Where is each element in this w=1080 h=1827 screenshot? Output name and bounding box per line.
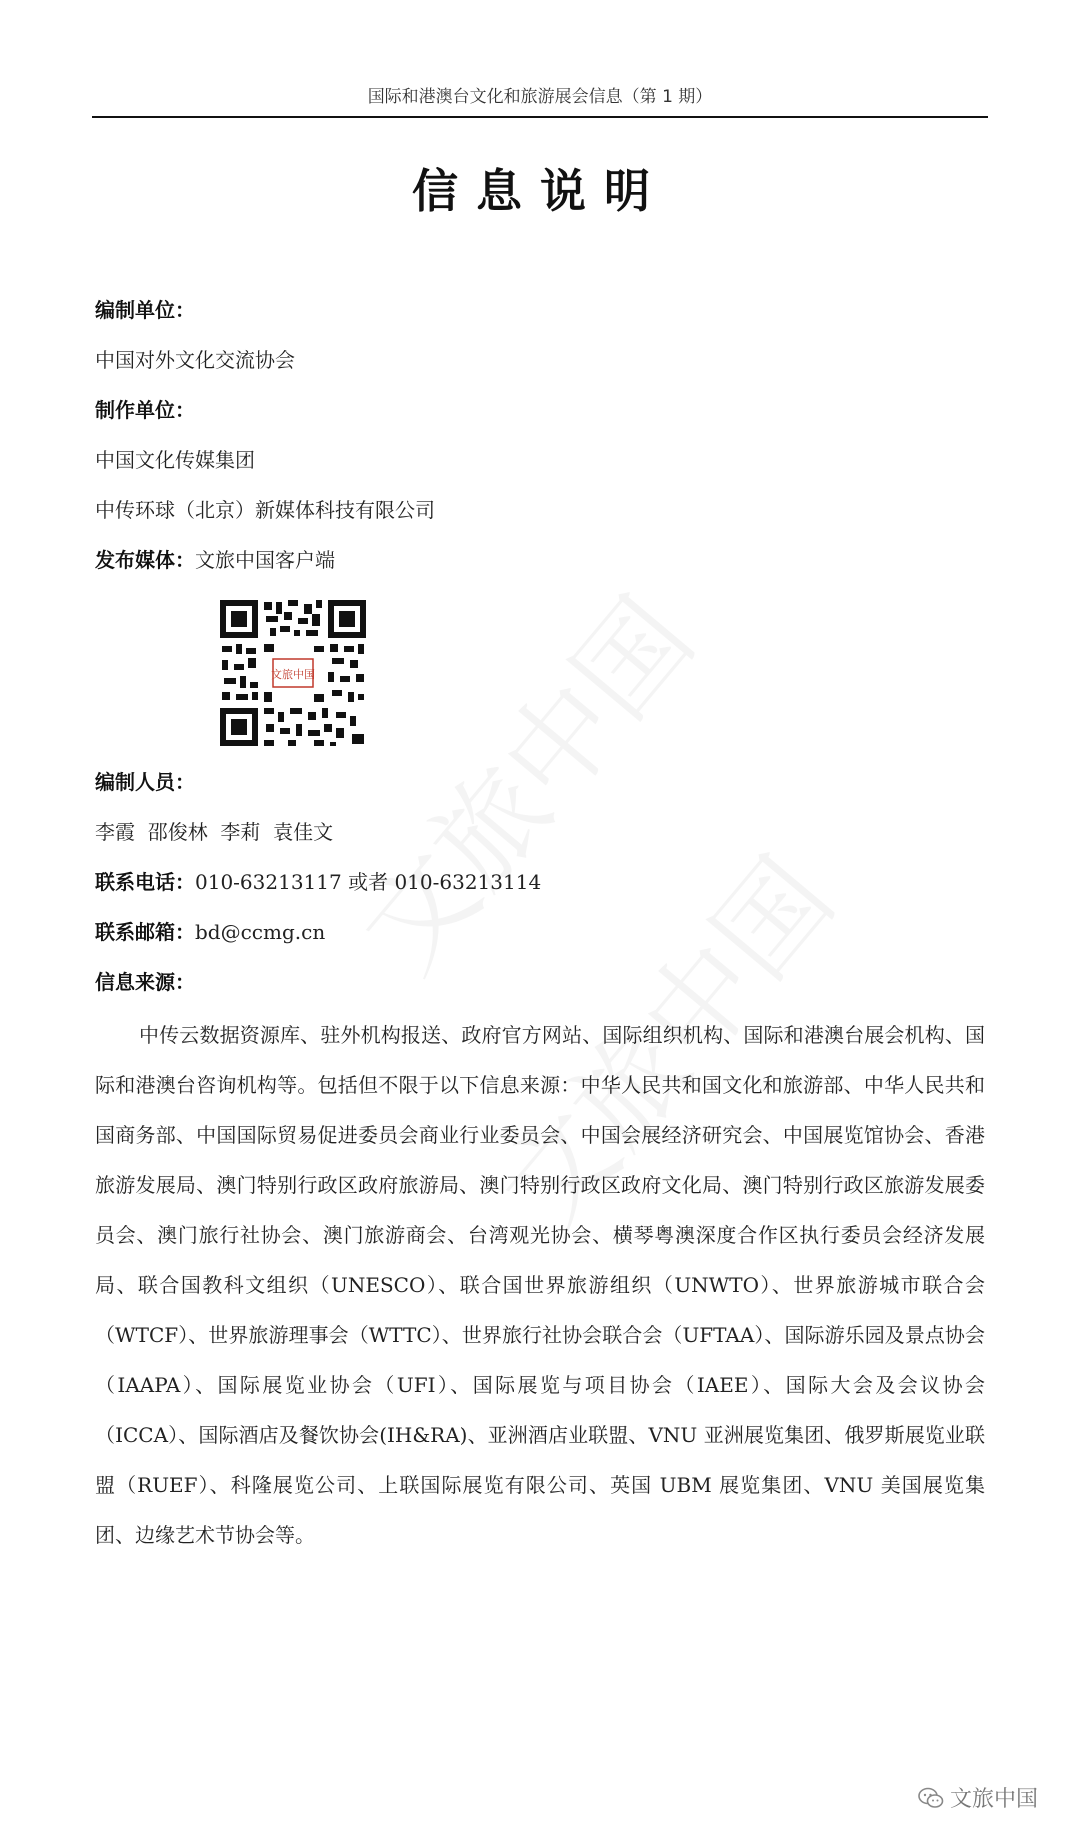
source-label: 信息来源： xyxy=(95,970,195,994)
producer-value: 中国文化传媒集团 xyxy=(95,448,255,472)
page-title: 信息说明 xyxy=(412,164,668,218)
source-paragraph: 中传云数据资源库、驻外机构报送、政府官方网站、国际组织机构、国际和港澳台展会机构、国际和港澳台咨询机构等。包括但不限于以下信息来源：中华人民共和国文化和旅游部、中华人民共和国商务部、中国国际贸易促进委员会商业行业委员会、中国会展经济研究会、中国展览馆协会、香港旅游发展局、澳门特别行政区政府旅游局、澳门特别行政区政府文化局、澳门特别行政区旅游发展委员会、澳门旅行社协会、澳门旅游商会、台湾观光协会、横琴粤澳深度合作区执行委员会经济发展局、联合国教科文组织（UNESCO）、联合国世界旅游组织（UNWTO）、世界旅游城市联合会（WTCF）、世界旅游理事会（WTTC）、世界旅行社协会联合会（UFTAA）、国际游乐园及景点协会（IAAPA）、国际展览业协会（UFI）、国际展览与项目协会（IAEE）、国际大会及会议协会（ICCA）、国际酒店及餐饮协会(IH&RA)、亚洲酒店业联盟、VNU 亚洲展览集团、俄罗斯展览业联盟（RUEF）、科隆展览公司、上联国际展览有限公司、英国 UBM 展览集团、VNU 美国展览集团、边缘艺术节协会等。 xyxy=(95,1023,985,1547)
email-row xyxy=(95,918,325,946)
compiler-label: 编制单位： xyxy=(95,298,195,322)
staff-label: 编制人员： xyxy=(95,770,195,794)
qr-logo-text: 文旅中国 xyxy=(271,668,315,681)
running-header: 国际和港澳台文化和旅游展会信息（第 1 期） xyxy=(367,87,713,107)
staff-value: 李霞 邵俊林 李莉 袁佳文 xyxy=(95,820,334,844)
media-value: 文旅中国客户端 xyxy=(195,548,335,572)
qr-code-icon xyxy=(218,598,368,748)
footer-brand xyxy=(918,1782,1038,1813)
producer-label: 制作单位： xyxy=(95,398,195,422)
compiler-value: 中国对外文化交流协会 xyxy=(95,348,295,372)
watermark xyxy=(318,560,722,999)
footer-brand-text: 文旅中国 xyxy=(949,1787,1038,1812)
phone-label: 联系电话： xyxy=(95,870,195,894)
wechat-icon xyxy=(918,1787,944,1809)
header-divider xyxy=(92,116,988,118)
phone-value: 010-63213117 或者 010-63213114 xyxy=(195,870,542,894)
email-label: 联系邮箱： xyxy=(95,920,195,944)
media-row xyxy=(95,546,335,574)
media-label: 发布媒体： xyxy=(95,548,195,572)
email-value: bd@ccmg.cn xyxy=(195,920,326,944)
producer-value: 中传环球（北京）新媒体科技有限公司 xyxy=(95,498,435,522)
phone-row xyxy=(95,868,541,896)
